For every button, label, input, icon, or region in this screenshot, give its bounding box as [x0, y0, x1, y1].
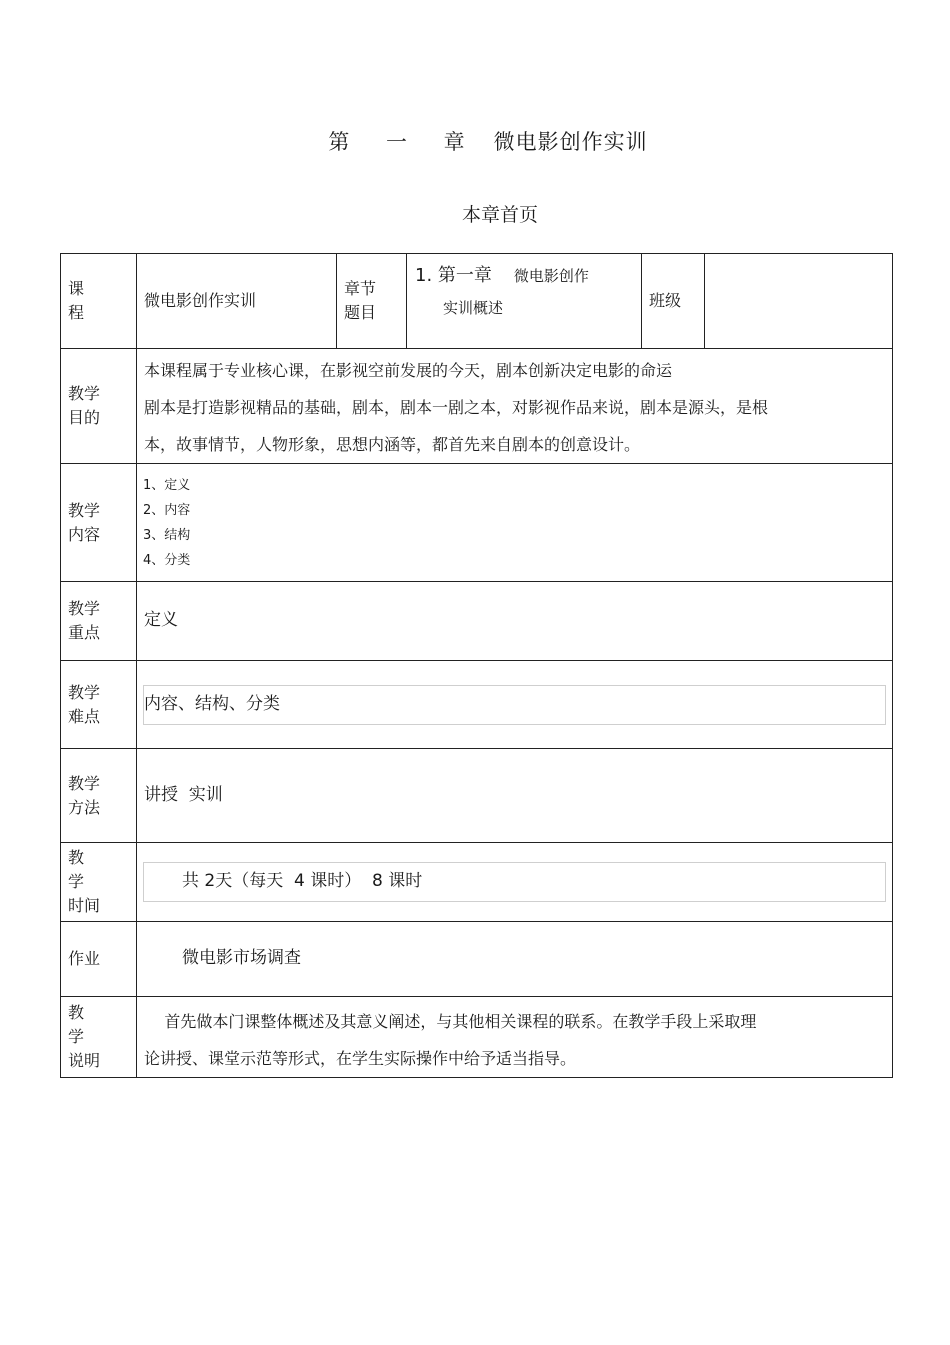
difficulty-value: 内容、结构、分类: [143, 685, 886, 725]
chapter-name: 微电影创作实训: [493, 130, 648, 154]
method-label: 教学 方法: [61, 749, 137, 843]
homework-row: [61, 922, 893, 997]
key-value: 定义: [137, 582, 893, 661]
goal-label: 教学 目的: [61, 349, 137, 464]
list-item: 3、结构: [143, 527, 191, 543]
chapter-title: [0, 126, 950, 156]
notes-label: 教 学 说明: [61, 997, 137, 1078]
notes-value: 首先做本门课整体概述及其意义阐述，与其他相关课程的联系。在教学手段上采取理 论讲授、课堂示范等形式，在学生实际操作中给予适当指导。: [137, 997, 893, 1078]
homework-label: 作业: [61, 922, 137, 997]
difficulty-row: [61, 661, 893, 749]
page-subtitle: 本章首页: [461, 204, 538, 226]
content-list: [137, 464, 893, 582]
time-value: 共 2天（每天 4 课时） 8 课时: [143, 862, 886, 902]
content-row: [61, 464, 893, 582]
time-row: [61, 843, 893, 922]
course-label: 课 程: [61, 254, 137, 349]
homework-value: 微电影市场调查: [137, 922, 893, 997]
list-item: 2、内容: [143, 502, 191, 518]
goal-value: 本课程属于专业核心课，在影视空前发展的今天，剧本创新决定电影的命运 剧本是打造影视精品的基础，剧本，剧本一剧之本，对影视作品来说，剧本是源头，是根 本，故事情节，人物形象，思想内涵等，都首先来自剧本的创意设计。: [137, 349, 893, 464]
chapter-number: 第 一 章: [328, 130, 480, 154]
key-label: 教学 重点: [61, 582, 137, 661]
content-label: 教学 内容: [61, 464, 137, 582]
section-value: 1. 第一章 微电影创作 实训概述: [407, 254, 642, 349]
time-cell: [137, 843, 893, 922]
list-item: 4、分类: [143, 552, 191, 568]
class-label: 班级: [642, 254, 705, 349]
method-value: 讲授 实训: [137, 749, 893, 843]
key-row: [61, 582, 893, 661]
time-label: 教 学 时间: [61, 843, 137, 922]
difficulty-label: 教学 难点: [61, 661, 137, 749]
section-label: 章节 题目: [337, 254, 407, 349]
goal-row: [61, 349, 893, 464]
class-value: [705, 254, 893, 349]
difficulty-cell: [137, 661, 893, 749]
notes-row: [61, 997, 893, 1078]
method-row: [61, 749, 893, 843]
list-item: 1、定义: [143, 477, 191, 493]
course-row: [61, 254, 893, 349]
lesson-plan-table: [60, 253, 893, 1078]
course-value: 微电影创作实训: [137, 254, 337, 349]
